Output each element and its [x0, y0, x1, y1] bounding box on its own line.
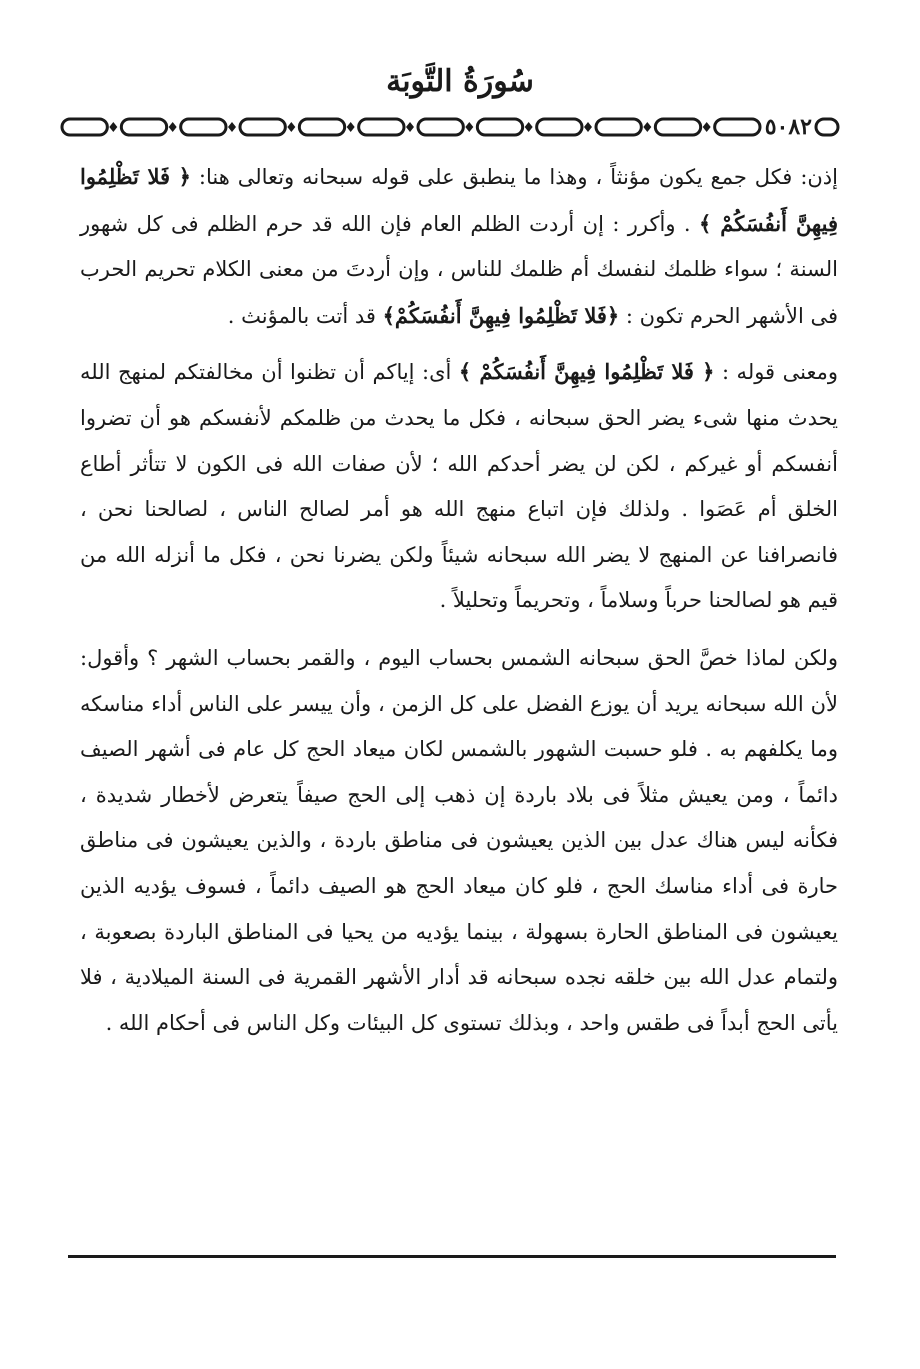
paragraph-1	[80, 154, 838, 339]
chain-diamond	[287, 122, 295, 132]
chain-diamond	[703, 122, 711, 132]
paragraph-1-text-3: قد أتت بالمؤنث .	[227, 303, 383, 328]
chain-diamond	[643, 122, 651, 132]
paragraph-2-text-1: ومعنى قوله :	[714, 360, 838, 385]
chain-link	[359, 119, 404, 135]
quran-verse-3: ﴿ فَلا تَظْلِمُوا فِيهِنَّ أَنفُسَكُمْ ﴾	[458, 359, 715, 385]
chain-link	[181, 119, 226, 135]
chain-link	[655, 119, 700, 135]
surah-title: سُورَةُ التَّوبَة	[386, 64, 534, 99]
chain-diamond	[465, 122, 473, 132]
chain-diamond	[525, 122, 533, 132]
chain-diamond	[228, 122, 236, 132]
chain-link	[537, 119, 582, 135]
chain-link	[477, 119, 522, 135]
chain-link	[62, 119, 107, 135]
paragraph-2	[80, 349, 838, 624]
footer-rule	[68, 1255, 836, 1258]
paragraph-2-text-2: أى: إياكم أن تظنوا أن مخالفتكم لمنهج الله يحدث منها شىء يضر الحق سبحانه ، فكل ما يحدث من ظلمكم لأنفسكم هو أن تضروا أنفسكم أو غيركم ، لكن لن يضر أحدكم الله ؛ لأن صفات الله فى الكون لا تتأثر أطاع الخلق أم عَصَوا . ولذلك فإن اتباع منهج الله هو أمر لصالح الناس ، لصالحنا نحن ، فانصرافنا عن المنهج لا يضر الله سبحانه شيئاً ولكن يضرنا نحن ، فكل ما أنزله الله من قيم هو لصالحنا حرباً وسلاماً ، وتحريماً وتحليلاً .	[80, 360, 838, 613]
ornament-end-cap	[814, 116, 840, 138]
chain-diamond	[109, 122, 117, 132]
paragraph-3	[80, 636, 838, 1046]
chain-diamond	[169, 122, 177, 132]
paragraph-1-text-2: . وأكرر : إن أردت الظلم العام فإن الله قد حرم الظلم فى كل شهور السنة ؛ سواء ظلمك لنفسك أم ظلمك للناس ، وإن أردتَ من معنى الكلام تحريم الحرب فى الأشهر الحرم تكون :	[80, 211, 838, 328]
chain-diamond	[584, 122, 592, 132]
header-ornament-rule	[60, 112, 840, 142]
quran-verse-2: ﴿فَلا تَظْلِمُوا فِيهِنَّ أَنفُسَكُمْ﴾	[382, 302, 620, 328]
ornamental-chain	[60, 112, 772, 142]
chain-link	[240, 119, 285, 135]
paragraph-3-text-1: ولكن لماذا خصَّ الحق سبحانه الشمس بحساب اليوم ، والقمر بحساب الشهر ؟ وأقول: لأن الله سبحانه يريد أن يوزع الفضل على كل الزمن ، وأن ييسر على الناس أداء مناسكه وما يكلفهم به . فلو حسبت الشهور بالشمس لكان ميعاد الحج كل عام فى أشهر الصيف دائماً ، ومن يعيش مثلاً فى بلاد باردة إن ذهب إلى الحج صيفاً يتعرض لأخطار شديدة ، فكأنه ليس هناك عدل بين الذين يعيشون فى مناطق باردة ، والذين يعيشون فى مناطق حارة فى أداء مناسك الحج ، فلو كان ميعاد الحج هو الصيف دائماً ، فسوف يؤديه الذين يعيشون فى المناطق الحارة بسهولة ، بينما يؤديه من يحيا فى المناطق الباردة بصعوبة ، ولتمام عدل الله بين خلقه نجده سبحانه قد أدار الأشهر القمرية فى السنة الميلادية ، فلا يأتى الحج أبداً فى طقس واحد ، وبذلك تستوى كل البيئات وكل الناس فى أحكام الله .	[80, 645, 838, 1035]
chain-link	[299, 119, 344, 135]
chain-link	[121, 119, 166, 135]
quran-verse-1: ﴿ فَلا تَظْلِمُوا فِيهِنَّ أَنفُسَكُمْ ﴾	[80, 164, 838, 236]
chain-link	[715, 119, 760, 135]
paragraph-1-text-1: إذن: فكل جمع يكون مؤنثاً ، وهذا ما ينطبق على قوله سبحانه وتعالى هنا:	[190, 165, 838, 189]
page-body	[80, 148, 838, 1046]
chain-link	[596, 119, 641, 135]
chain-diamond	[347, 122, 355, 132]
page-number: ٥٠٨٢	[764, 114, 812, 140]
chain-diamond	[406, 122, 414, 132]
chain-link	[418, 119, 463, 135]
